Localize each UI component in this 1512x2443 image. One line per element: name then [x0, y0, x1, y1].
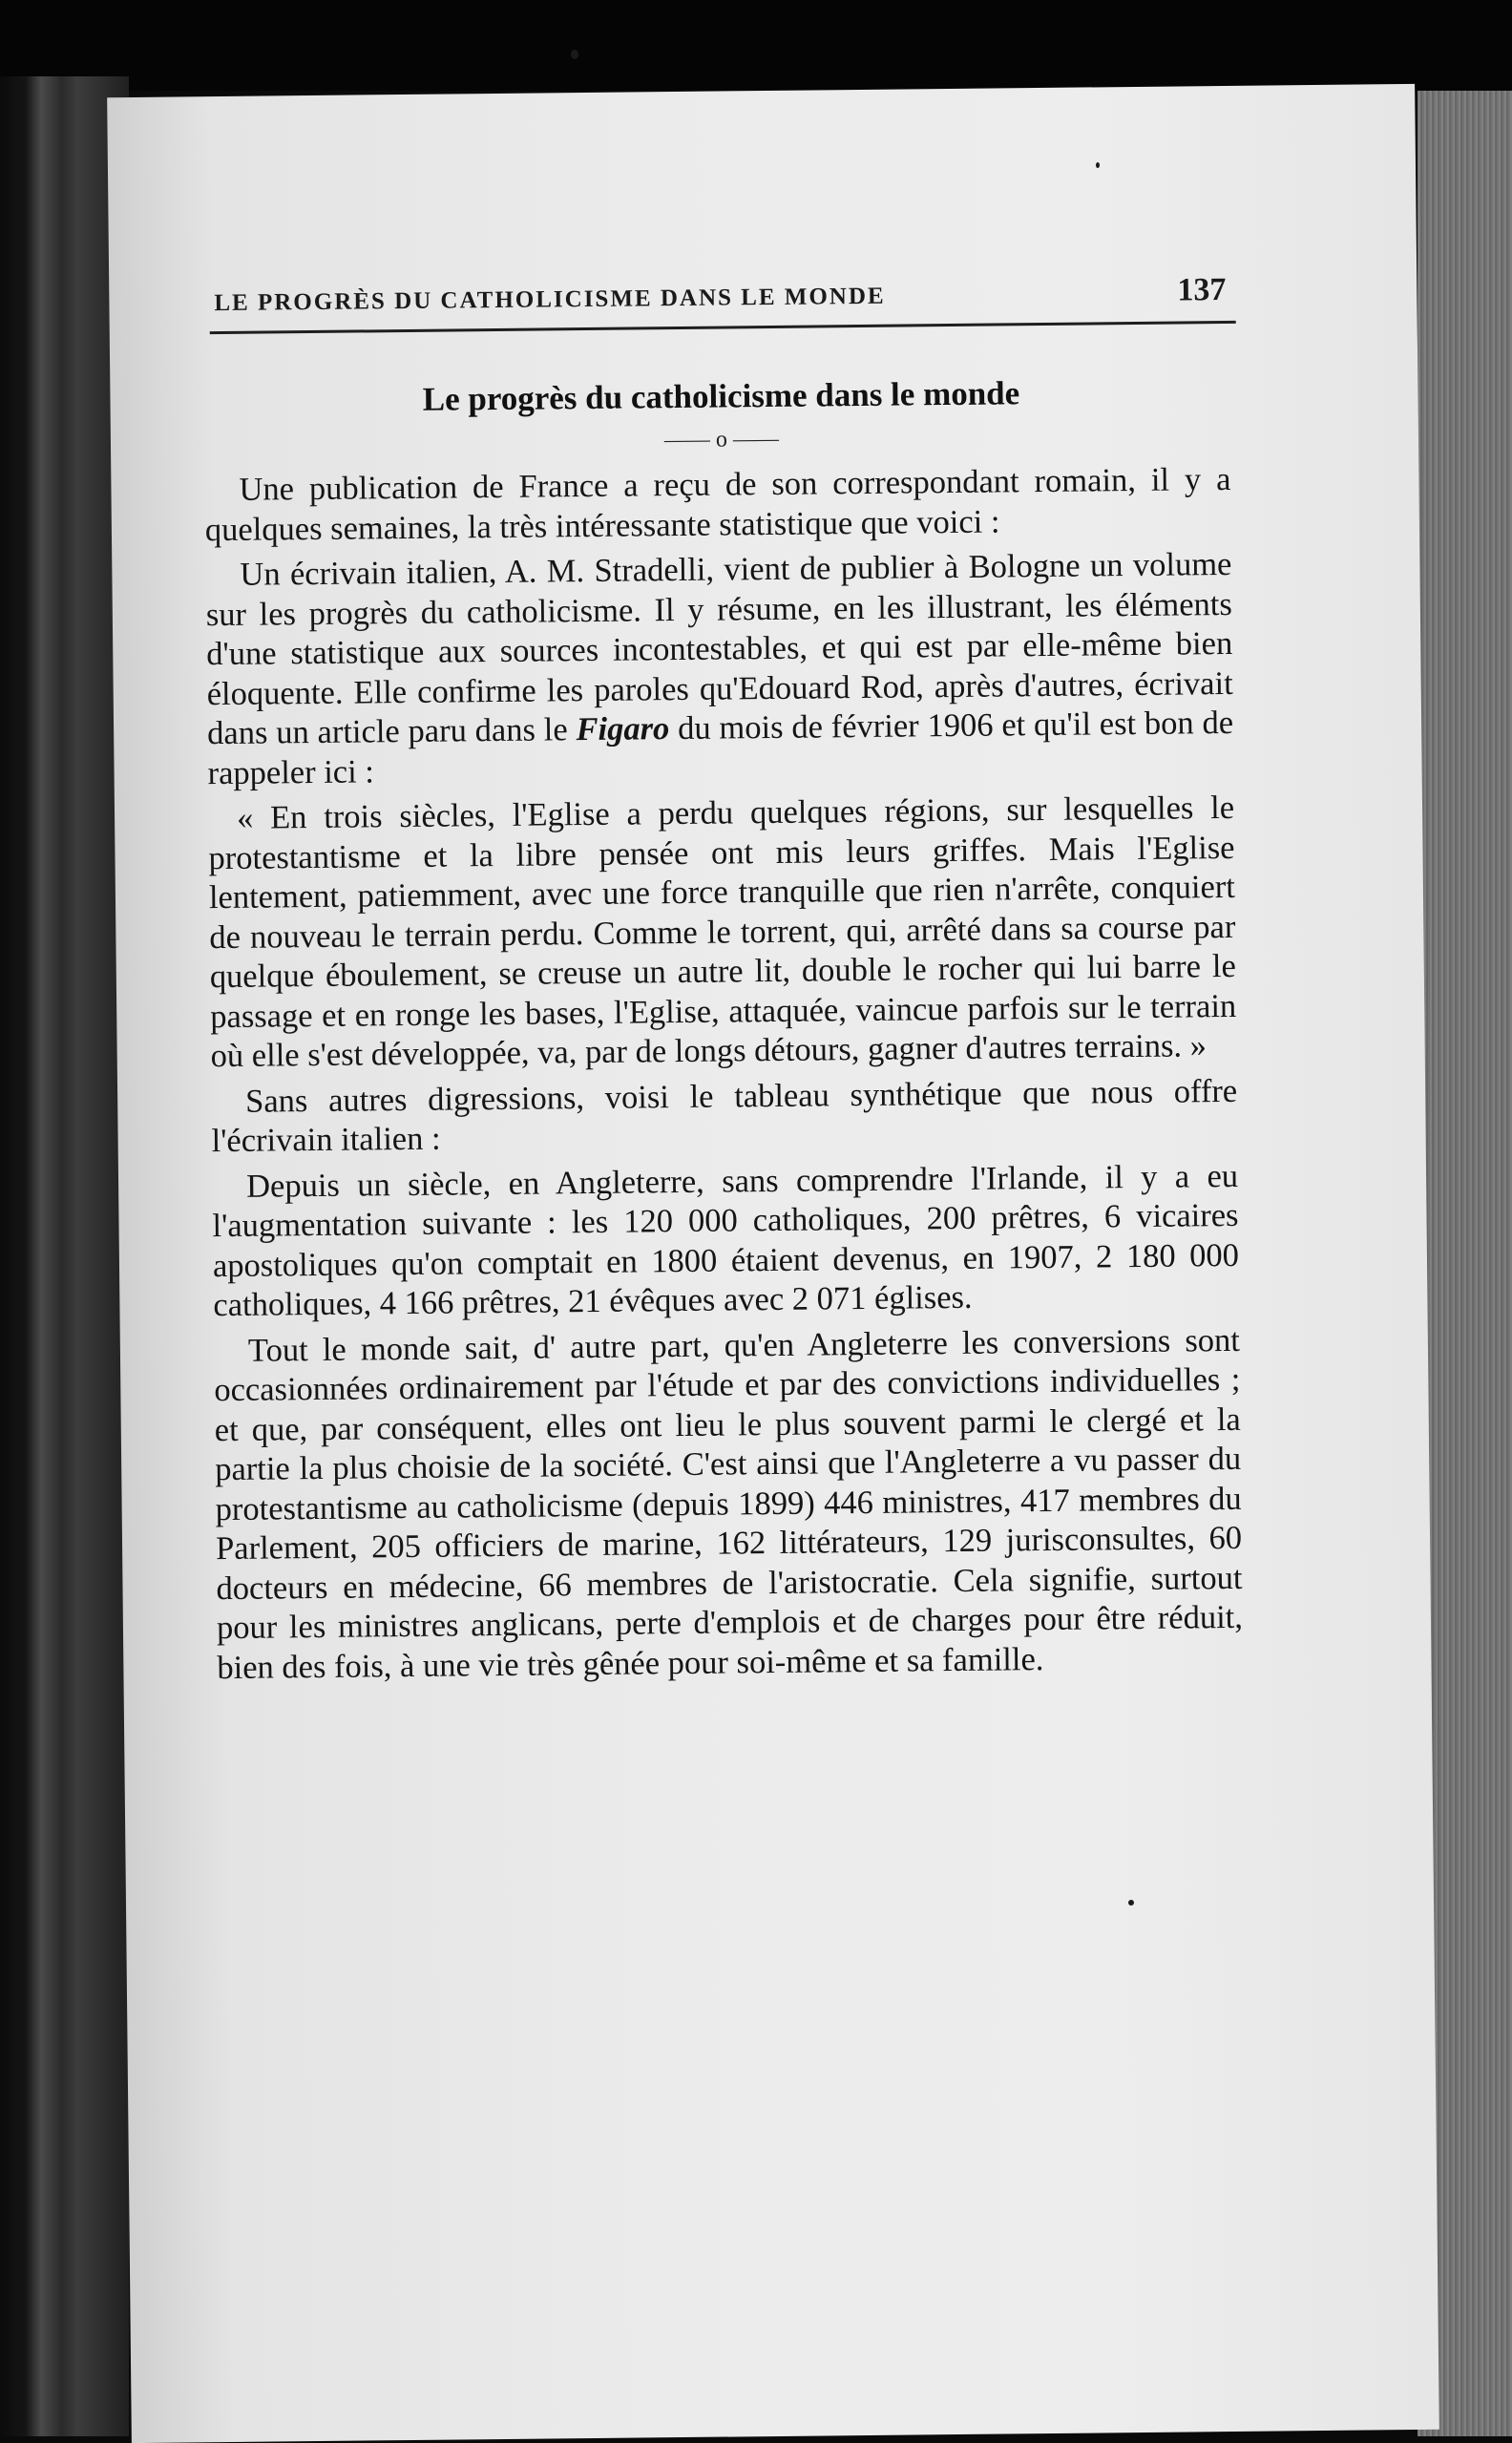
- book-page: [107, 84, 1439, 2443]
- page-number: 137: [1177, 271, 1227, 308]
- article-body: [204, 460, 1243, 1694]
- paragraph-england-stats: Depuis un siècle, en Angleterre, sans comprendre l'Irlande, il y a eu l'augmentation suivante : les 120 000 catholiques, 200 prêtres, 6 vicaires apostoliques qu'on comptait en 1800 étaient devenus, en 1907, 2 180 000 catholiques, 4 166 prêtres, 21 évêques avec 2 071 églises.: [212, 1157, 1240, 1324]
- paragraph-stradelli-end: du mois de février 1906 et qu'il est bon de rappeler ici :: [207, 704, 1234, 791]
- book-binding-left: [0, 76, 129, 2436]
- paragraph-stradelli: [205, 545, 1234, 793]
- paragraph-conversions: Tout le monde sait, d' autre part, qu'en Angleterre les conversions sont occasionnées ordinairement par l'étude et par des convictions individuelles ; et que, par conséquent, elles ont lieu le plus souvent parmi le clergé et la partie la plus choisie de la société. C'est ainsi que l'Angleterre a vu passer du protestantisme au catholicisme (depuis 1899) 446 ministres, 417 membres du Parlement, 205 officiers de marine, 162 littérateurs, 129 jurisconsultes, 60 docteurs en médecine, 66 membres de l'aristocratie. Cela signifie, surtout pour les ministres anglicans, perte d'emplois et de charges pour être réduit, bien des fois, à une vie très gênée pour soi-même et sa famille.: [214, 1321, 1244, 1686]
- scan-top-border: [0, 0, 1512, 91]
- scan-speck: [1128, 1900, 1134, 1906]
- header-rule: [210, 321, 1236, 334]
- figaro-title: Figaro: [576, 710, 670, 748]
- paragraph-synthesis: Sans autres digressions, voisi le tableau synthétique que nous offre l'écrivain italien :: [211, 1072, 1238, 1160]
- paragraph-quote-rod: « En trois siècles, l'Eglise a perdu quelques régions, sur lesquelles le protestantisme et la libre pensée ont mis leurs griffes. Mais l'Eglise lentement, patiemment, avec une force tranquille que rien n'arrête, conquiert de nouveau le terrain perdu. Comme le torrent, qui, arrêté dans sa course par quelque éboulement, se creuse un autre lit, double le rocher qui lui barre le passage et en ronge les bases, l'Eglise, attaquée, vaincue parfois sur le terrain où elle s'est développée, va, par de longs détours, gagner d'autres terrains. »: [208, 789, 1237, 1075]
- paragraph-intro: Une publication de France a reçu de son correspondant romain, il y a quelques semaines, la très intéressante statistique que voici :: [204, 460, 1231, 548]
- running-title: LE PROGRÈS DU CATHOLICISME DANS LE MONDE: [214, 283, 886, 317]
- paragraph-stradelli-start: Un écrivain italien, A. M. Stradelli, vient de publier à Bologne un volume sur les progrès du catholicisme. Il y résume, en les illustrant, les éléments d'une statistique aux sources incontestables, et qui est par elle-même bien éloquente. Elle confirme les paroles qu'Edouard Rod, après d'autres, écrivait dans un article paru dans le: [205, 545, 1233, 752]
- running-header: [214, 272, 1226, 319]
- scan-speck: [571, 50, 578, 59]
- title-divider: —— o ——: [663, 426, 780, 453]
- scan-speck: [1096, 162, 1100, 168]
- article-title: Le progrès du catholicisme dans le monde: [422, 374, 1020, 418]
